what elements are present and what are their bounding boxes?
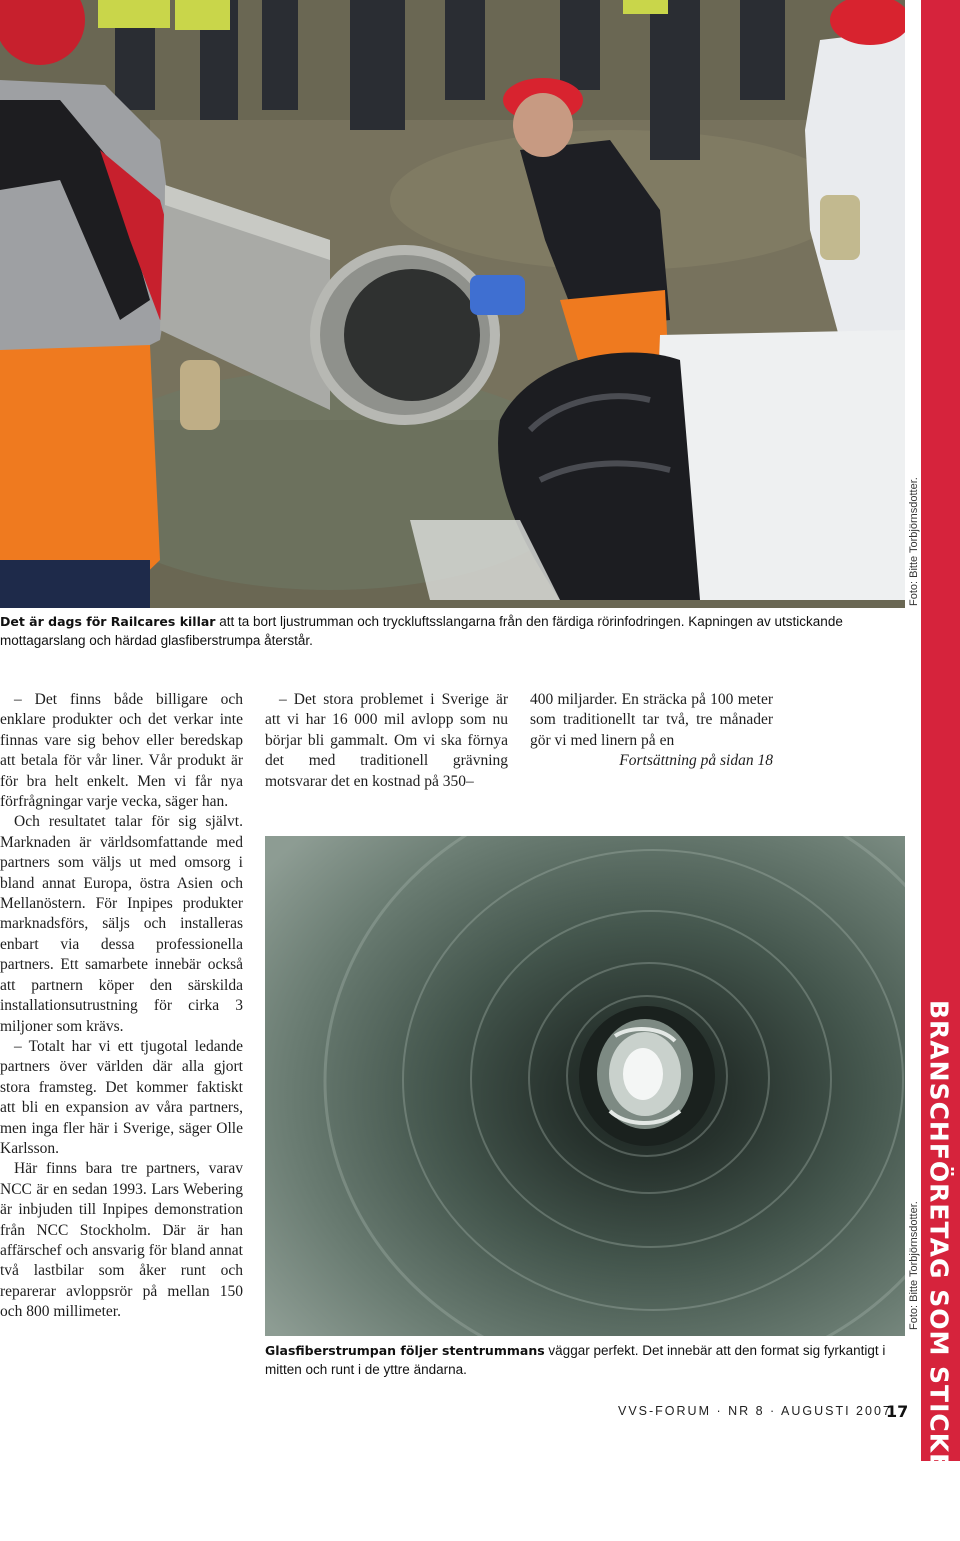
paragraph: – Det stora problemet i Sverige är att vi har 16 000 mil avlopp som nu börjar bli gammalt. Om vi ska förnya det med traditionell grävning motsvarar det en kostnad på 350– xyxy=(265,691,508,790)
article-column-3 xyxy=(530,690,773,772)
pipe-interior-photo xyxy=(265,836,905,1336)
top-caption-text: att ta bort ljustrumman och tryckluftsslangarna från den färdiga rörinfodringen. Kapningen av utstickande mottagarslang och härdad glasfiberstrumpa återstår. xyxy=(0,614,843,648)
bottom-caption-text: väggar perfekt. Det innebär att den format sig fyrkantigt i mitten och runt i de yttre ändarna. xyxy=(265,1343,886,1377)
paragraph: 400 miljarder. En sträcka på 100 meter som traditionellt tar två, tre månader gör vi med linern på en xyxy=(530,691,773,749)
paragraph: Och resultatet talar för sig självt. Marknaden är världsomfattande med partners som väljs ut med omsorg i bland annat Europa, östra Asien och Mellanöstern. För Inpipes produkter marknadsförs, säljs och installeras enbart via dessa professionella partners. Ett samarbete innebär också att partnern köper den särskilda installationsutrustning för cirka 3 miljoner som krävs. xyxy=(0,813,243,1035)
continuation-link[interactable]: Fortsättning på sidan 18 xyxy=(619,752,773,770)
footer-magazine: VVS-FORUM · NR 8 · AUGUSTI 2007 xyxy=(618,1404,892,1418)
section-band-title: BRANSCHFÖRETAG SOM STICKER UT xyxy=(924,1000,954,1541)
paragraph: – Totalt har vi ett tjugotal ledande partners över världen där alla gjort stora framsteg. Det kommer faktiskt att bli en expansion av våra partners, men inga fler här i Sverige, säger Olle Karlsson. xyxy=(0,1037,243,1157)
article-column-2 xyxy=(265,690,508,792)
pipe-photo-caption xyxy=(265,1341,905,1379)
top-photo-illustration xyxy=(0,0,905,608)
paragraph: Här finns bara tre partners, varav NCC är en sedan 1993. Lars Webering är inbjuden till Inpipes demonstration från NCC Stockholm. Där är han affärschef och ansvarig för bland annat två lastbilar som åker runt och reparerar avloppsrör på mellan 150 och 800 millimeter. xyxy=(0,1160,243,1321)
top-photo xyxy=(0,0,905,608)
pipe-photo-credit: Foto: Bitte Torbjörnsdotter. xyxy=(908,1201,920,1330)
top-caption-lead: Det är dags för Railcares killar xyxy=(0,614,216,629)
pipe-interior-illustration xyxy=(265,836,905,1336)
top-photo-caption xyxy=(0,612,905,650)
page-number: 17 xyxy=(886,1402,909,1421)
top-photo-credit: Foto: Bitte Torbjörnsdotter. xyxy=(908,477,920,606)
paragraph: – Det finns både billigare och enklare produkter och det verkar inte finnas vare sig behov eller beredskap att betala för vår liner. Vår produkt är för bra helt enkelt. Men vi får nya förfrågningar varje vecka, säger han. xyxy=(0,691,243,811)
bottom-caption-lead: Glasfiberstrumpan följer stentrummans xyxy=(265,1343,545,1358)
article-column-1 xyxy=(0,690,243,1323)
